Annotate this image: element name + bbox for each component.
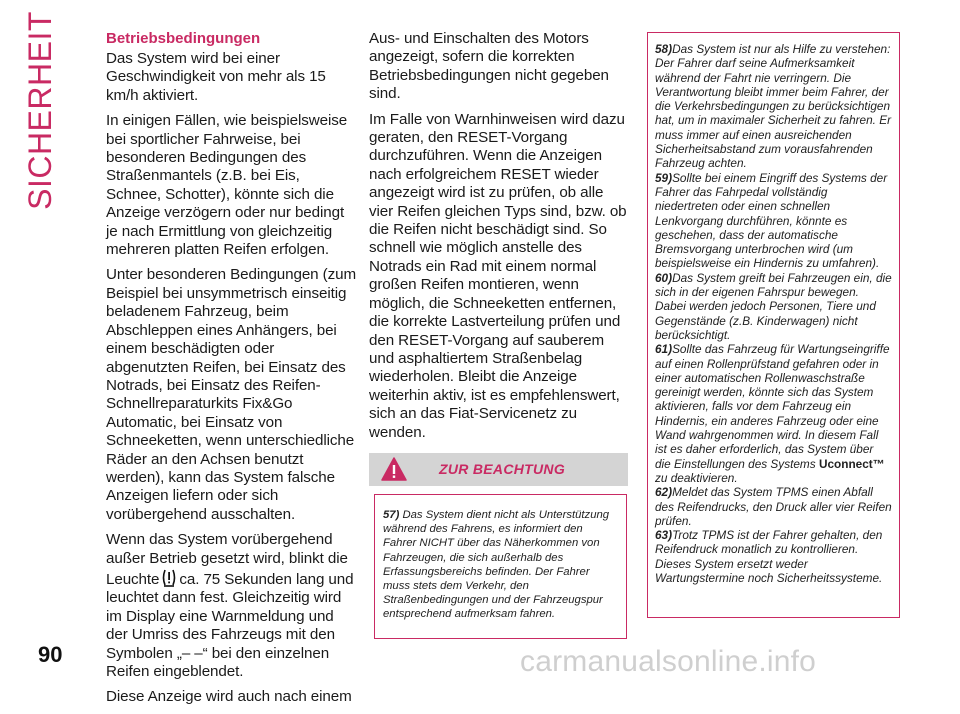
note-item xyxy=(655,342,892,485)
paragraph-activation: Das System wird bei einer Geschwindigkeit von mehr als 15 km/h aktiviert. xyxy=(106,50,326,104)
note-number: 59) xyxy=(655,170,673,185)
note-item xyxy=(655,271,892,342)
note-text: Sollte das Fahrzeug für Wartungseingriffe auf einen Rollenprüfstand gefahren oder in einer automatischen Rollenwaschstraße gereinigt werden, könnte sich das System aktivieren, falls vor dem Fahrzeug ein Hindernis, ein anderes Fahrzeug oder eine Wand wahrgenommen wird. In diesem Fall ist es daher erforderlich, das System über die Einstellungen des Systems xyxy=(655,342,890,471)
attention-label: ZUR BEACHTUNG xyxy=(439,461,566,477)
uconnect-label: Uconnect™ xyxy=(818,456,885,471)
paragraph-temporary-off-start: Wenn das System vorübergehend außer Betrieb gesetzt wird, blinkt die Leuchte xyxy=(106,531,348,588)
column-left xyxy=(106,30,356,714)
page-number: 90 xyxy=(38,642,63,667)
paragraph-reset: Im Falle von Warnhinweisen wird dazu geraten, den RESET-Vorgang durchzuführen. Wenn die Anzeigen nach erfolgreichem RESET wieder angezeigt wird ist zu prüfen, ob alle vier Reifen gleichen Typs sind, bzw. ob die Reifen nicht beschädigt sind. So schnell wie möglich anstelle des Notrads ein Rad mit einem normal großen Reifen montieren, wenn möglich, die Schneeketten entfernen, die korrekte Lastverteilung prüfen und den RESET-Vorgang auf sauberem und asphaltiertem Straßenbelag wiederholen. Bleibt die Anzeige weiterhin aktiv, ist es empfehlenswert, sich an das Fiat-Servicenetz zu wenden. xyxy=(369,110,627,441)
watermark: carmanualsonline.info xyxy=(520,645,817,678)
paragraph-temporary-off-end: ca. 75 Sekunden lang und leuchtet dann fest. Gleichzeitig wird im Display eine Warnmeldung und der Umriss des Fahrzeugs mit den Symbolen „– –“ bei den einzelnen Reifen eingeblendet. xyxy=(106,570,354,680)
attention-banner xyxy=(369,453,628,486)
section-heading: Betriebsbedingungen xyxy=(106,30,261,47)
note-text: Das System ist nur als Hilfe zu verstehen: Der Fahrer darf seine Aufmerksamkeit während der Fahrt nie verringern. Die Verantwortung bleibt immer beim Fahrer, der die Verkehrsbedingungen zu berücksichtigen hat, um in maximaler Sicherheit zu fahren. Er muss immer auf einen ausreichenden Sicherheitsabstand zum vorausfahrenden Fahrzeug achten. xyxy=(655,42,892,171)
paragraph-display: Diese Anzeige wird auch nach einem xyxy=(106,688,352,706)
notes-panel xyxy=(647,32,900,618)
note-text: Sollte bei einem Eingriff des Systems der Fahrer das Fahrpedal vollständig niedertreten oder einen schnellen Lenkvorgang durchführen, könnte es geschehen, dass der automatische Bremsvorgang unterbrochen wird (um beispielsweise ein Hindernis zu umfahren). xyxy=(655,170,888,271)
paragraph-special-conditions: Unter besonderen Bedingungen (zum Beispiel bei unsymmetrisch einseitig beladenem Fahrzeug, beim Abschleppen eines Anhängers, bei einem beschädigten oder abgenutzten Reifen, bei Einsatz des Notrads, bei Einsatz des Reifen-Schnellreparaturkits Fix&Go Automatic, bei Einsatz von Schneeketten, wenn unterschiedliche Räder an den Achsen benutzt werden), kann das System falsche Anzeigen liefern oder sich vorübergehend ausschalten. xyxy=(106,266,356,523)
warning-triangle-icon xyxy=(381,456,407,482)
tpms-warning-light-icon xyxy=(161,568,177,588)
note-number: 62) xyxy=(655,485,673,500)
note-number: 58) xyxy=(655,42,673,56)
note-text-end: zu deaktivieren. xyxy=(655,470,738,485)
note-number: 63) xyxy=(655,528,673,543)
column-middle xyxy=(369,30,631,449)
note-number: 60) xyxy=(655,270,673,285)
note-number: 57) xyxy=(383,509,400,521)
note-item xyxy=(655,485,892,528)
note-text: Trotz TPMS ist der Fahrer gehalten, den Reifendruck monatlich zu kontrollieren. Dieses System ersetzt weder Wartungstermine noch Sicherheitssysteme. xyxy=(655,528,883,585)
note-item xyxy=(655,528,892,585)
note-text: Das System greift bei Fahrzeugen ein, die sich in der eigenen Fahrspur bewegen. Dabei werden jedoch Personen, Tiere und Gegenstände (z.B. Kinderwagen) nicht berücksichtigt. xyxy=(655,270,892,342)
paragraph-temporary-off xyxy=(106,531,356,681)
note-number: 61) xyxy=(655,342,673,357)
note-text: Das System dient nicht als Unterstützung während des Fahrens, es informiert den Fahrer NICHT über das Näherkommen von Fahrzeugen, die sich außerhalb des Erfassungsbereichs befinden. Der Fahrer muss stets dem Verkehr, den Straßenbedingungen und der Fahrzeugspur entsprechend aufmerksam fahren. xyxy=(383,509,610,621)
note-text: Meldet das System TPMS einen Abfall des Reifendrucks, den Druck aller vier Reifen prüfen. xyxy=(655,485,892,528)
paragraph-delay: In einigen Fällen, wie beispielsweise bei sportlicher Fahrweise, bei besonderen Bedingungen des Straßenmantels (z.B. bei Eis, Schnee, Schotter), könnte sich die Anzeige verzögern oder nur bedingt je nach Ermittlung von gleichzeitig mehreren platten Reifen erfolgen. xyxy=(106,112,348,259)
section-title-text: SICHERHEIT xyxy=(21,10,58,210)
note-item xyxy=(655,171,892,271)
section-title xyxy=(10,10,70,210)
paragraph-engine-restart: Aus- und Einschalten des Motors angezeigt, sofern die korrekten Betriebsbedingungen nicht gegeben sind. xyxy=(369,30,609,103)
attention-note-box xyxy=(374,494,627,639)
note-item xyxy=(655,42,892,171)
